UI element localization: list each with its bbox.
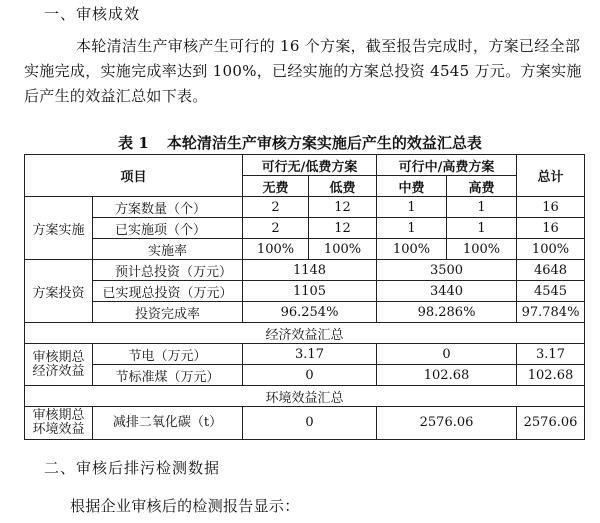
cell: 100% (447, 239, 517, 260)
cell: 1148 (243, 260, 377, 281)
header-mid: 中费 (377, 176, 447, 197)
table-row (25, 260, 585, 281)
cell: 102.68 (517, 365, 585, 386)
table-row (25, 218, 585, 239)
group-economic: 审核期总经济效益 (25, 344, 93, 386)
cell: 3.17 (243, 344, 377, 365)
cell: 0 (243, 407, 377, 440)
row-label: 投资完成率 (93, 302, 243, 323)
row-label: 节标准煤（万元） (93, 365, 243, 386)
table-row (25, 407, 585, 440)
row-label: 已实施项（个） (93, 218, 243, 239)
cell: 2576.06 (517, 407, 585, 440)
cell: 2576.06 (377, 407, 517, 440)
row-label: 减排二氧化碳（t） (93, 407, 243, 440)
table-caption (0, 132, 600, 153)
section-row-economic (25, 323, 585, 344)
row-label: 预计总投资（万元） (93, 260, 243, 281)
row-label: 节电（万元） (93, 344, 243, 365)
header-total: 总计 (517, 155, 585, 197)
table-caption-title: 本轮清洁生产审核方案实施后产生的效益汇总表 (166, 134, 482, 152)
table-row (25, 239, 585, 260)
section-heading-2: 二、审核后排污检测数据 (44, 459, 221, 477)
header-low: 低费 (309, 176, 377, 197)
row-label: 已实现总投资（万元） (93, 281, 243, 302)
header-high-cost-group: 可行中/高费方案 (377, 155, 517, 176)
cell: 100% (377, 239, 447, 260)
table-row (25, 365, 585, 386)
cell: 1 (377, 218, 447, 239)
row-label: 方案数量（个） (93, 197, 243, 218)
cell: 2 (243, 218, 309, 239)
cell: 98.286% (377, 302, 517, 323)
cell: 3440 (377, 281, 517, 302)
cell: 97.784% (517, 302, 585, 323)
cell: 4545 (517, 281, 585, 302)
table-row (25, 281, 585, 302)
closing-paragraph: 根据企业审核后的检测报告显示： (70, 497, 300, 515)
table-row (25, 197, 585, 218)
table-header-row (25, 155, 585, 176)
table-caption-number: 表 1 (118, 134, 149, 152)
section-heading-1: 一、审核成效 (44, 5, 141, 23)
group-implementation: 方案实施 (25, 197, 93, 260)
cell: 96.254% (243, 302, 377, 323)
group-environment: 审核期总环境效益 (25, 407, 93, 440)
section-row-environment (25, 386, 585, 407)
cell: 0 (243, 365, 377, 386)
cell: 1 (377, 197, 447, 218)
table-row (25, 344, 585, 365)
cell: 2 (243, 197, 309, 218)
cell: 1105 (243, 281, 377, 302)
header-low-cost-group: 可行无/低费方案 (243, 155, 377, 176)
header-item: 项目 (25, 155, 243, 197)
cell: 16 (517, 218, 585, 239)
cell: 100% (517, 239, 585, 260)
cell: 100% (309, 239, 377, 260)
header-high: 高费 (447, 176, 517, 197)
row-label: 实施率 (93, 239, 243, 260)
cell: 3500 (377, 260, 517, 281)
header-free: 无费 (243, 176, 309, 197)
section-title-environment: 环境效益汇总 (25, 386, 585, 407)
cell: 100% (243, 239, 309, 260)
intro-paragraph: 本轮清洁生产审核产生可行的 16 个方案，截至报告完成时，方案已经全部实施完成，实施完成率达到 100%，已经实施的方案总投资 4545 万元。方案实施后产生的效益汇总如下表。 (24, 37, 582, 105)
cell: 12 (309, 218, 377, 239)
benefit-summary-table (24, 154, 585, 440)
cell: 1 (447, 218, 517, 239)
cell: 0 (377, 344, 517, 365)
cell: 12 (309, 197, 377, 218)
cell: 4648 (517, 260, 585, 281)
table-row (25, 302, 585, 323)
cell: 16 (517, 197, 585, 218)
cell: 1 (447, 197, 517, 218)
cell: 3.17 (517, 344, 585, 365)
group-investment: 方案投资 (25, 260, 93, 323)
section-title-economic: 经济效益汇总 (25, 323, 585, 344)
cell: 102.68 (377, 365, 517, 386)
